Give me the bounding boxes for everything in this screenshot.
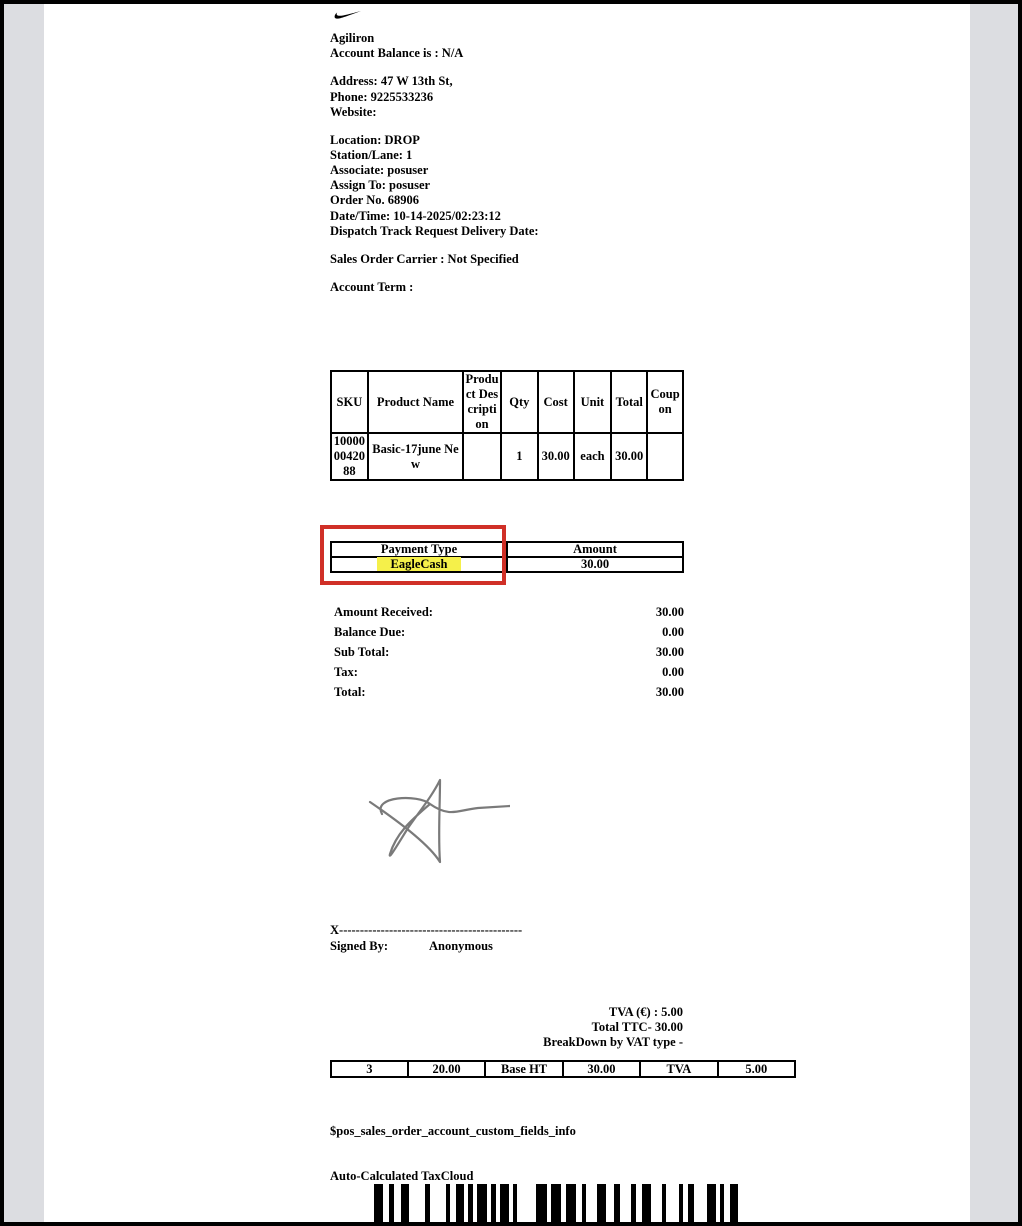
total-label: Tax: bbox=[334, 665, 358, 679]
dispatch-delivery-date: Dispatch Track Request Delivery Date: bbox=[330, 224, 539, 238]
cell-product-description bbox=[463, 433, 501, 480]
cell-coupon bbox=[647, 433, 683, 480]
order-assign-to: Assign To: posuser bbox=[330, 178, 431, 192]
header-amount: Amount bbox=[507, 542, 683, 557]
signature-image bbox=[360, 766, 510, 871]
sales-order-carrier: Sales Order Carrier : Not Specified bbox=[330, 252, 519, 266]
table-row bbox=[331, 1061, 795, 1077]
total-row-total bbox=[334, 682, 684, 702]
store-website: Website: bbox=[330, 105, 377, 119]
annotation-highlight-box bbox=[320, 525, 506, 585]
signed-by-value: Anonymous bbox=[429, 939, 493, 953]
total-row-amount-received bbox=[334, 602, 684, 622]
total-value: 30.00 bbox=[655, 685, 684, 699]
cell-cost: 30.00 bbox=[538, 433, 574, 480]
total-value: 30.00 bbox=[655, 605, 684, 619]
header-cost: Cost bbox=[538, 371, 574, 433]
order-station: Station/Lane: 1 bbox=[330, 148, 413, 162]
total-label: Total: bbox=[334, 685, 366, 699]
header-payment-type: Payment Type bbox=[331, 542, 507, 557]
swoosh-logo-icon bbox=[334, 10, 362, 20]
account-balance: Account Balance is : N/A bbox=[330, 46, 464, 60]
total-ttc: Total TTC- 30.00 bbox=[591, 1020, 683, 1034]
total-value: 30.00 bbox=[655, 645, 684, 659]
cell-unit: each bbox=[574, 433, 612, 480]
total-label: Amount Received: bbox=[334, 605, 433, 619]
items-table bbox=[330, 370, 684, 481]
order-location: Location: DROP bbox=[330, 133, 420, 147]
vat-cell: 3 bbox=[331, 1061, 408, 1077]
store-phone: Phone: 9225533236 bbox=[330, 90, 434, 104]
vat-cell: TVA bbox=[640, 1061, 717, 1077]
header-coupon: Coupon bbox=[647, 371, 683, 433]
tva-amount: TVA (€) : 5.00 bbox=[608, 1005, 683, 1019]
total-label: Sub Total: bbox=[334, 645, 390, 659]
header-sku: SKU bbox=[331, 371, 368, 433]
total-row-tax bbox=[334, 662, 684, 682]
vat-cell: 5.00 bbox=[718, 1061, 795, 1077]
totals-section bbox=[334, 602, 684, 702]
store-name: Agiliron bbox=[330, 31, 375, 45]
items-header-row bbox=[331, 371, 683, 433]
vat-cell: Base HT bbox=[485, 1061, 562, 1077]
header-qty: Qty bbox=[501, 371, 538, 433]
pdf-viewer bbox=[4, 4, 1018, 1222]
account-term: Account Term : bbox=[330, 280, 414, 294]
barcode-image bbox=[374, 1184, 746, 1222]
vat-breakdown-table bbox=[330, 1060, 796, 1078]
cell-amount: 30.00 bbox=[507, 557, 683, 572]
signature-line: X-------------------------------------------- bbox=[330, 923, 523, 937]
header-product-name: Product Name bbox=[368, 371, 463, 433]
cell-total: 30.00 bbox=[611, 433, 647, 480]
order-datetime: Date/Time: 10-14-2025/02:23:12 bbox=[330, 209, 501, 223]
total-row-sub-total bbox=[334, 642, 684, 662]
header-unit: Unit bbox=[574, 371, 612, 433]
header-total: Total bbox=[611, 371, 647, 433]
receipt-page bbox=[44, 4, 970, 1222]
table-row bbox=[331, 433, 683, 480]
cell-qty: 1 bbox=[501, 433, 538, 480]
cell-product-name: Basic-17june New bbox=[368, 433, 463, 480]
total-row-balance-due bbox=[334, 622, 684, 642]
taxcloud-label: Auto-Calculated TaxCloud bbox=[330, 1169, 474, 1183]
payment-type-highlight: EagleCash bbox=[377, 557, 462, 571]
header-product-description: Product Description bbox=[463, 371, 501, 433]
order-associate: Associate: posuser bbox=[330, 163, 429, 177]
vat-cell: 20.00 bbox=[408, 1061, 486, 1077]
total-value: 0.00 bbox=[662, 625, 684, 639]
vat-breakdown-label: BreakDown by VAT type - bbox=[543, 1035, 683, 1049]
store-address: Address: 47 W 13th St, bbox=[330, 74, 453, 88]
order-number: Order No. 68906 bbox=[330, 193, 419, 207]
vat-cell: 30.00 bbox=[563, 1061, 641, 1077]
custom-fields-placeholder: $pos_sales_order_account_custom_fields_info bbox=[330, 1124, 576, 1138]
total-label: Balance Due: bbox=[334, 625, 406, 639]
signed-by-label: Signed By: bbox=[330, 939, 389, 953]
total-value: 0.00 bbox=[662, 665, 684, 679]
cell-sku: 100000042088 bbox=[331, 433, 368, 480]
